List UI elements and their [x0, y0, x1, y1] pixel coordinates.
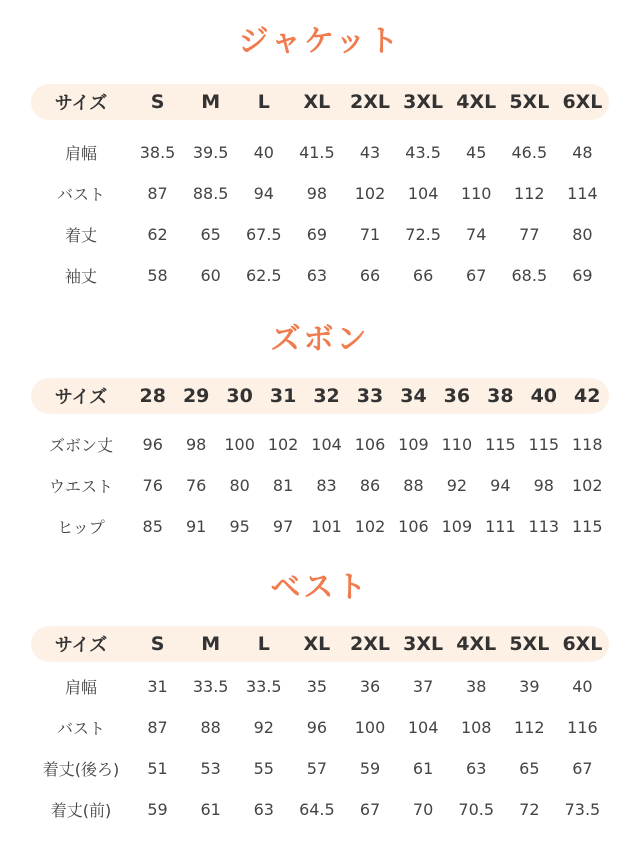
cell: 69	[306, 225, 328, 244]
cell: 69	[572, 266, 593, 285]
cell: 86	[359, 476, 381, 495]
cell: 109	[398, 435, 429, 454]
cell: 65	[200, 225, 221, 244]
cell: 91	[186, 517, 207, 536]
cell: 88.5	[192, 184, 229, 203]
cell: 92	[253, 718, 274, 737]
cell: 37	[412, 677, 434, 696]
cell: 61	[200, 800, 221, 819]
row-label: 肩幅	[64, 144, 97, 163]
vest-size: 2XL	[350, 633, 390, 655]
cell: 92	[446, 476, 468, 495]
jacket-section	[0, 20, 640, 296]
cell: 58	[147, 266, 168, 285]
cell: 67	[359, 800, 381, 819]
cell: 63	[466, 759, 487, 778]
cell: 80	[229, 476, 250, 495]
cell: 112	[514, 718, 545, 737]
vest-header-label: サイズ	[54, 635, 108, 656]
cell: 51	[147, 759, 168, 778]
jacket-size: 3XL	[403, 91, 444, 113]
pants-row-length	[31, 424, 609, 465]
cell: 31	[147, 677, 168, 696]
pants-section	[0, 318, 640, 547]
cell: 81	[272, 476, 294, 495]
cell: 115	[485, 435, 516, 454]
row-label: ズボン丈	[48, 436, 113, 455]
vest-size: 3XL	[403, 633, 444, 655]
cell: 39	[519, 677, 540, 696]
cell: 62	[147, 225, 168, 244]
cell: 70	[412, 800, 434, 819]
row-label: ウエスト	[48, 477, 113, 496]
cell: 65	[519, 759, 540, 778]
cell: 33.5	[192, 677, 229, 696]
vest-row-bust	[31, 707, 609, 748]
row-label: バスト	[56, 719, 105, 738]
vest-size-list	[131, 633, 609, 655]
cell: 72	[519, 800, 540, 819]
cell: 39.5	[192, 143, 229, 162]
pants-header-row	[31, 378, 609, 414]
cell: 87	[147, 184, 168, 203]
cell: 115	[528, 435, 560, 454]
cell: 97	[272, 517, 294, 536]
row-label: 着丈(前)	[50, 801, 112, 820]
cell: 74	[466, 225, 487, 244]
cell: 110	[460, 184, 492, 203]
jacket-size: XL	[303, 91, 331, 113]
cell: 70.5	[458, 800, 495, 819]
cell: 53	[200, 759, 221, 778]
cell: 114	[567, 184, 598, 203]
cell: 113	[528, 517, 560, 536]
cell: 67	[572, 759, 593, 778]
jacket-size: 4XL	[456, 91, 497, 113]
cell: 68.5	[511, 266, 548, 285]
pants-title: ズボン	[270, 322, 370, 357]
row-label: 肩幅	[64, 678, 97, 697]
row-label: 着丈(後ろ)	[42, 760, 120, 779]
jacket-row-bust	[31, 173, 609, 214]
vest-title: ベスト	[270, 570, 370, 605]
cell: 66	[412, 266, 434, 285]
pants-size: 32	[313, 385, 340, 407]
vest-size: L	[257, 633, 270, 655]
cell: 64.5	[299, 800, 335, 819]
pants-size: 42	[574, 385, 601, 407]
pants-size-list	[131, 385, 609, 407]
cell: 83	[316, 476, 337, 495]
cell: 57	[306, 759, 328, 778]
pants-size: 30	[226, 385, 253, 407]
cell: 63	[253, 800, 274, 819]
cell: 45	[466, 143, 487, 162]
pants-size: 29	[182, 385, 210, 407]
vest-size: M	[201, 633, 221, 655]
pants-size: 36	[443, 385, 471, 407]
cell: 112	[514, 184, 545, 203]
row-label: バスト	[56, 185, 105, 204]
cell: 116	[567, 718, 598, 737]
cell: 94	[490, 476, 511, 495]
cell: 66	[359, 266, 381, 285]
cell: 76	[186, 476, 207, 495]
jacket-size: S	[150, 91, 165, 113]
cell: 38	[466, 677, 487, 696]
cell: 100	[224, 435, 255, 454]
cell: 33.5	[245, 677, 282, 696]
cell: 73.5	[564, 800, 601, 819]
cell: 98	[533, 476, 554, 495]
pants-size: 40	[530, 385, 558, 407]
vest-size: XL	[303, 633, 331, 655]
cell: 104	[311, 435, 342, 454]
vest-row-shoulder	[31, 666, 609, 707]
cell: 110	[441, 435, 473, 454]
vest-row-length-back	[31, 748, 609, 789]
cell: 72.5	[405, 225, 441, 244]
cell: 106	[354, 435, 386, 454]
cell: 61	[412, 759, 434, 778]
row-label: 着丈	[64, 226, 97, 245]
pants-size: 31	[269, 385, 297, 407]
jacket-size: 6XL	[562, 91, 603, 113]
cell: 98	[306, 184, 328, 203]
cell: 43	[359, 143, 381, 162]
cell: 95	[229, 517, 250, 536]
vest-size: S	[150, 633, 165, 655]
cell: 111	[485, 517, 516, 536]
pants-size: 34	[400, 385, 427, 407]
cell: 102	[354, 517, 386, 536]
pants-size: 33	[356, 385, 384, 407]
cell: 38.5	[139, 143, 176, 162]
cell: 48	[572, 143, 593, 162]
pants-header-label: サイズ	[54, 387, 108, 408]
cell: 76	[142, 476, 163, 495]
vest-header-row	[31, 626, 609, 662]
cell: 102	[354, 184, 386, 203]
jacket-size: L	[257, 91, 270, 113]
cell: 118	[571, 435, 603, 454]
cell: 96	[306, 718, 328, 737]
cell: 109	[441, 517, 473, 536]
cell: 40	[572, 677, 593, 696]
pants-row-hip	[31, 506, 609, 547]
row-label: 袖丈	[64, 267, 97, 286]
cell: 60	[200, 266, 221, 285]
jacket-title: ジャケット	[238, 24, 402, 59]
cell: 67.5	[245, 225, 282, 244]
jacket-size: 2XL	[350, 91, 390, 113]
cell: 104	[407, 718, 439, 737]
vest-size: 4XL	[456, 633, 497, 655]
cell: 71	[359, 225, 381, 244]
cell: 36	[359, 677, 381, 696]
cell: 87	[147, 718, 168, 737]
row-label: ヒップ	[57, 518, 105, 537]
cell: 85	[142, 517, 163, 536]
cell: 55	[253, 759, 274, 778]
cell: 40	[253, 143, 274, 162]
cell: 96	[142, 435, 163, 454]
cell: 62.5	[245, 266, 282, 285]
jacket-row-sleeve	[31, 255, 609, 296]
cell: 77	[519, 225, 540, 244]
cell: 46.5	[511, 143, 548, 162]
cell: 94	[253, 184, 274, 203]
jacket-row-length	[31, 214, 609, 255]
cell: 63	[306, 266, 328, 285]
cell: 88	[403, 476, 424, 495]
vest-size: 6XL	[562, 633, 603, 655]
cell: 59	[359, 759, 381, 778]
jacket-size-list	[131, 91, 609, 113]
pants-row-waist	[31, 465, 609, 506]
cell: 43.5	[405, 143, 441, 162]
cell: 88	[200, 718, 221, 737]
cell: 108	[460, 718, 492, 737]
vest-section	[0, 566, 640, 830]
cell: 67	[466, 266, 487, 285]
vest-row-length-front	[31, 789, 609, 830]
jacket-row-shoulder	[31, 132, 609, 173]
cell: 106	[398, 517, 429, 536]
cell: 115	[571, 517, 603, 536]
cell: 102	[571, 476, 603, 495]
jacket-size: 5XL	[509, 91, 550, 113]
vest-size: 5XL	[509, 633, 550, 655]
pants-size: 28	[139, 385, 166, 407]
cell: 98	[186, 435, 207, 454]
cell: 104	[407, 184, 439, 203]
cell: 80	[572, 225, 593, 244]
jacket-size: M	[201, 91, 221, 113]
cell: 41.5	[299, 143, 335, 162]
cell: 102	[267, 435, 299, 454]
cell: 101	[311, 517, 342, 536]
cell: 59	[147, 800, 168, 819]
jacket-header-label: サイズ	[54, 93, 108, 114]
jacket-header-row	[31, 84, 609, 120]
pants-size: 38	[487, 385, 514, 407]
cell: 100	[354, 718, 386, 737]
cell: 35	[306, 677, 328, 696]
